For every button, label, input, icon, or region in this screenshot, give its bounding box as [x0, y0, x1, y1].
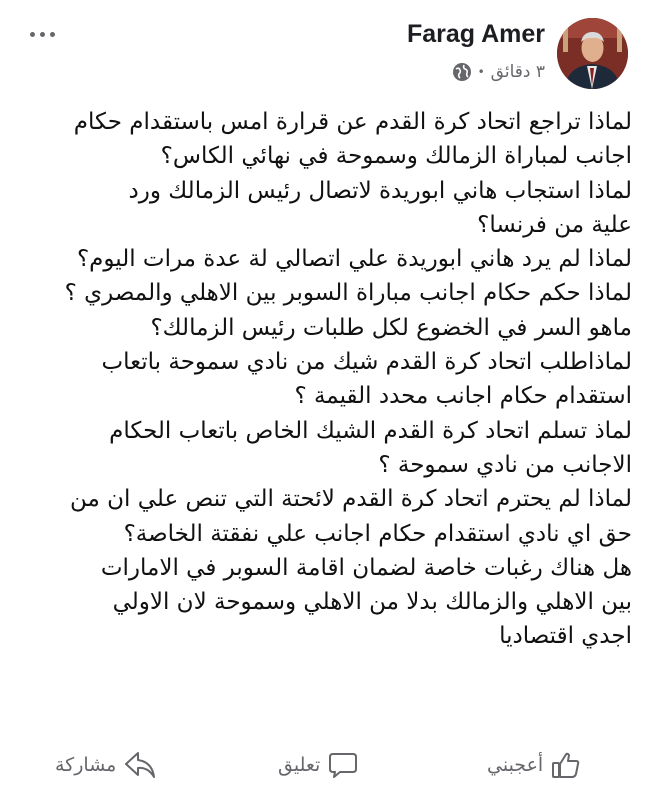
thumbs-up-icon [551, 750, 581, 780]
post-text-line: لماذا تراجع اتحاد كرة القدم عن قرارة امس باستقدام حكام [73, 109, 632, 135]
post-text-line: لماذا لم يرد هاني ابوريدة علي اتصالي لة عدة مرات اليوم؟ [76, 246, 632, 273]
comment-button[interactable] [278, 745, 358, 785]
globe-icon[interactable] [452, 62, 472, 82]
meta-separator: • [477, 65, 485, 79]
more-options-button[interactable] [22, 22, 62, 46]
post-header [0, 0, 652, 100]
speech-bubble-icon [328, 750, 358, 780]
post-text-line: لماذا استجاب هاني ابوريدة لاتصال رئيس الزمالك ورد [128, 177, 632, 204]
post-actions-bar [0, 735, 652, 795]
author-name[interactable]: Farag Amer [406, 20, 545, 48]
post-text-line: ماهو السر في الخضوع لكل طلبات رئيس الزمالك؟ [150, 314, 632, 341]
post-text-line: لماذ تسلم اتحاد كرة القدم الشيك الخاص باتعاب الحكام [109, 417, 632, 444]
post-text-line: بين الاهلي والزمالك بدلا من الاهلي وسموحة لان الاولي [112, 589, 632, 616]
post-text-line: لماذا لم يحترم اتحاد كرة القدم لائحتة التي تنص علي ان من [69, 486, 632, 513]
share-label: مشاركة [55, 754, 117, 776]
post-body [20, 105, 632, 725]
post-text-line: علية من فرنسا؟ [477, 211, 632, 238]
post-text-line: لماذا حكم حكام اجانب مباراة السوبر بين الاهلي والمصري ؟ [64, 280, 632, 307]
post-text-line: اجدي اقتصاديا [499, 623, 632, 650]
post-timestamp[interactable]: ٣ دقائق [490, 62, 545, 82]
share-arrow-icon [124, 750, 156, 780]
post-text-line: لماذاطلب اتحاد كرة القدم شيك من نادي سموحة باتعاب [101, 349, 632, 376]
more-dot [40, 32, 45, 37]
post-text-line: حق اي نادي استقدام حكام اجانب علي نفقتة الخاصة؟ [123, 520, 632, 547]
post-meta [452, 60, 545, 84]
post-text-line: هل هناك رغبات خاصة لضمان اقامة السوبر في الامارات [100, 554, 632, 581]
more-dot [50, 32, 55, 37]
more-dot [30, 32, 35, 37]
comment-label: تعليق [278, 754, 321, 776]
like-button[interactable] [487, 745, 581, 785]
post-text-line: الاجانب من نادي سموحة ؟ [378, 451, 632, 478]
post-text-line: استقدام حكام اجانب محدد القيمة ؟ [294, 383, 632, 410]
post-text-line: اجانب لمباراة الزمالك وسموحة في نهائي الكاس؟ [160, 143, 632, 170]
like-label: أعجبني [487, 754, 544, 776]
share-button[interactable] [55, 745, 156, 785]
author-avatar[interactable] [557, 18, 628, 89]
